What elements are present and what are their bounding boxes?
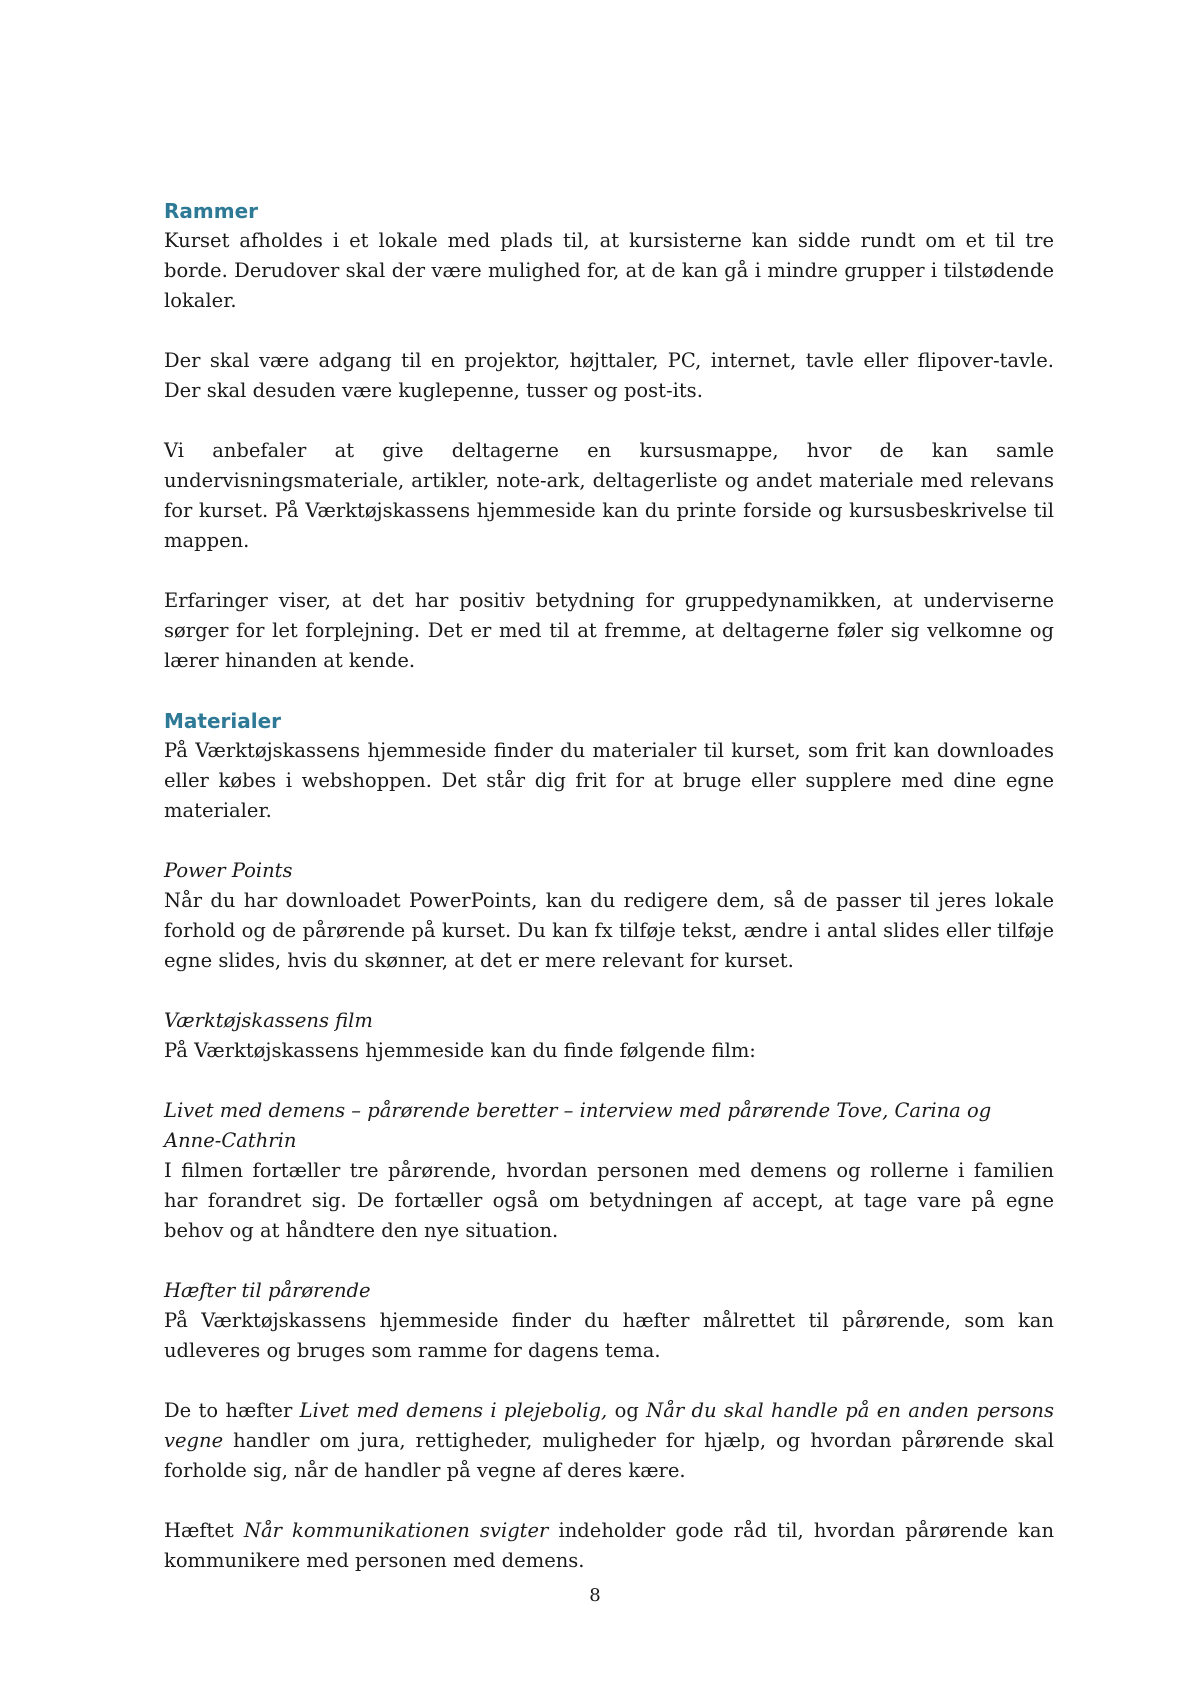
subheading-haefter: Hæfter til pårørende xyxy=(164,1279,371,1302)
haefter2-mid: og xyxy=(607,1399,647,1422)
rammer-paragraph-1: Kurset afholdes i et lokale med plads til, at kursisterne kan sidde rundt om et til tre borde. Derudover skal der være mulighed for, at de kan gå i mindre grupper i tilstødende lokaler. xyxy=(164,229,1054,312)
page-number: 8 xyxy=(589,1585,601,1606)
haefter-paragraph-3 xyxy=(164,1516,1054,1576)
subheading-film: Værktøjskassens film xyxy=(164,1009,373,1032)
film-paragraph: På Værktøjskassens hjemmeside kan du finde følgende film: xyxy=(164,1039,756,1062)
haefter2-title-2: Når du skal handle på en anden persons vegne xyxy=(164,1399,1055,1452)
haefter-paragraph-2 xyxy=(164,1396,1054,1486)
materialer-paragraph-1: På Værktøjskassens hjemmeside finder du materialer til kurset, som frit kan downloades eller købes i webshoppen. Det står dig frit for at bruge eller supplere med dine egne materialer. xyxy=(164,739,1054,822)
film-title: Livet med demens – pårørende beretter – interview med pårørende Tove, Carina og Anne-Cathrin xyxy=(164,1099,992,1152)
powerpoints-paragraph: Når du har downloadet PowerPoints, kan du redigere dem, så de passer til jeres lokale forhold og de pårørende på kurset. Du kan fx tilføje tekst, ændre i antal slides eller tilføje egne slides, hvis du skønner, at det er mere relevant for kurset. xyxy=(164,889,1054,972)
page-content xyxy=(164,196,1054,1576)
haefter2-pre: De to hæfter xyxy=(164,1399,300,1422)
haefter2-post: handler om jura, rettigheder, muligheder for hjælp, og hvordan pårørende skal forholde sig, når de handler på vegne af deres kære. xyxy=(164,1429,1054,1482)
rammer-paragraph-3: Vi anbefaler at give deltagerne en kursusmappe, hvor de kan samle undervisningsmateriale, artikler, note-ark, deltagerliste og andet materiale med relevans for kurset. På Værktøjskassens hjemmeside kan du printe forside og kursusbeskrivelse til mappen. xyxy=(164,439,1054,552)
section-heading-rammer: Rammer xyxy=(164,199,259,223)
haefter-paragraph-1: På Værktøjskassens hjemmeside finder du hæfter målrettet til pårørende, som kan udleveres og bruges som ramme for dagens tema. xyxy=(164,1309,1054,1362)
haefter3-pre: Hæftet xyxy=(164,1519,244,1542)
haefter3-title: Når kommunikationen svigter xyxy=(243,1519,549,1542)
haefter3-post: indeholder gode råd til, hvordan pårørende kan kommunikere med personen med demens. xyxy=(164,1519,1054,1572)
haefter2-title-1: Livet med demens i plejebolig, xyxy=(299,1399,608,1422)
rammer-paragraph-2: Der skal være adgang til en projektor, højttaler, PC, internet, tavle eller flipover-tavle. Der skal desuden være kuglepenne, tusser og post-its. xyxy=(164,349,1054,402)
subheading-power-points: Power Points xyxy=(164,859,293,882)
film-description: I filmen fortæller tre pårørende, hvordan personen med demens og rollerne i familien har forandret sig. De fortæller også om betydningen af accept, at tage vare på egne behov og at håndtere den nye situation. xyxy=(164,1159,1054,1242)
rammer-paragraph-4: Erfaringer viser, at det har positiv betydning for gruppedynamikken, at underviserne sørger for let forplejning. Det er med til at fremme, at deltagerne føler sig velkomne og lærer hinanden at kende. xyxy=(164,589,1054,672)
section-heading-materialer: Materialer xyxy=(164,709,282,733)
